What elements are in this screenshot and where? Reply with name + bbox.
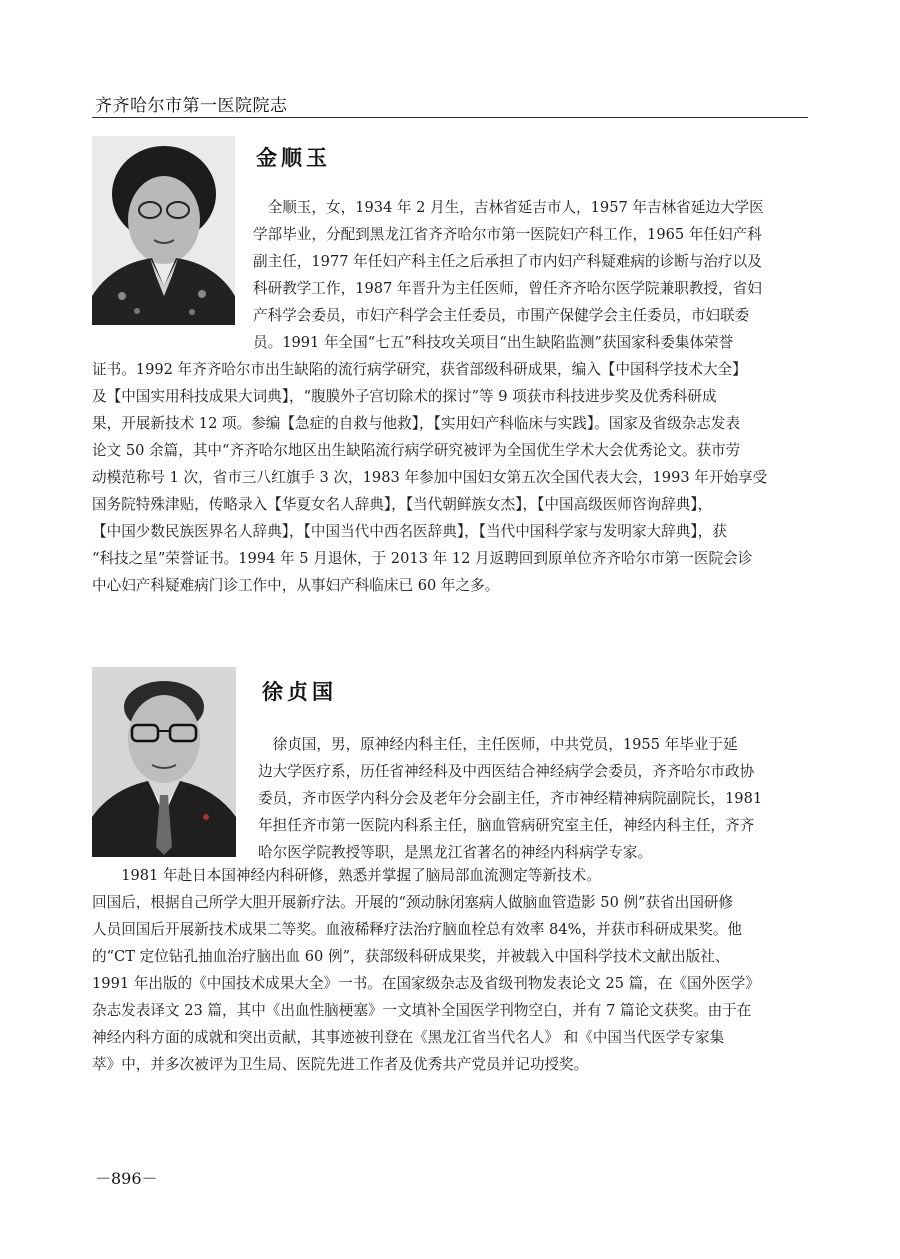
text-line: 动模范称号 1 次，省市三八红旗手 3 次，1983 年参加中国妇女第五次全国代表大会，1993 年开始享受 [92,469,768,486]
text-line: 全顺玉，女，1934 年 2 月生，吉林省延吉市人，1957 年吉林省延边大学医 [253,199,764,216]
text-line: 徐贞国，男，原神经内科主任，主任医师，中共党员，1955 年毕业于延 [258,736,738,753]
text-line: 的“CT 定位钻孔抽血治疗脑出血 60 例”，获部级科研成果奖，并被载入中国科学技术文献出版社、 [92,948,730,965]
text-line: 产科学会委员，市妇产科学会主任委员，市围产保健学会主任委员，市妇联委 [253,307,750,324]
text-line: 萃》中，并多次被评为卫生局、医院先进工作者及优秀共产党员并记功授奖。 [92,1056,589,1073]
entry-name-1: 金顺玉 [256,145,331,170]
entry-2-intro-paragraph [258,731,809,866]
entry-2-body-paragraph [92,862,808,1078]
entry-name-2: 徐贞国 [262,679,337,704]
text-line: 员。1991 年全国“七五”科技攻关项目“出生缺陷监测”获国家科委集体荣誉 [253,334,734,351]
text-line: 人员回国后开展新技术成果二等奖。血液稀释疗法治疗脑血栓总有效率 84%，并获市科研成果奖。他 [92,921,743,938]
text-line: 论文 50 余篇，其中“齐齐哈尔地区出生缺陷流行病学研究被评为全国优生学术大会优秀论文。获市劳 [92,442,741,459]
text-line: 神经内科方面的成就和突出贡献，其事迹被刊登在《黑龙江省当代名人》 和《中国当代医学专家集 [92,1029,725,1046]
text-line: 副主任，1977 年任妇产科主任之后承担了市内妇产科疑难病的诊断与治疗以及 [253,253,762,270]
text-line: 哈尔医学院教授等职，是黑龙江省著名的神经内科病学专家。 [258,844,653,861]
portrait-photo-jin-shunyu [92,136,235,325]
text-line: 中心妇产科疑难病门诊工作中，从事妇产科临床已 60 年之多。 [92,577,500,594]
text-line: 委员，齐市医学内科分会及老年分会副主任，齐市神经精神病院副院长，1981 [258,790,763,807]
header-title: 齐齐哈尔市第一医院院志 [95,96,288,116]
text-line: 边大学医疗系，历任省神经科及中西医结合神经病学会委员，齐齐哈尔市政协 [258,763,755,780]
entry-1-intro-paragraph [253,194,809,356]
text-line: 学部毕业，分配到黑龙江省齐齐哈尔市第一医院妇产科工作，1965 年任妇产科 [253,226,762,243]
text-line: 年担任齐市第一医院内科系主任，脑血管病研究室主任，神经内科主任，齐齐 [258,817,755,834]
text-line: “科技之星”荣誉证书。1994 年 5 月退休，于 2013 年 12 月返聘回到原单位齐齐哈尔市第一医院会诊 [92,550,753,567]
text-line: 果，开展新技术 12 项。参编【急症的自救与他救】，【实用妇产科临床与实践】。国家及省级杂志发表 [92,415,741,432]
text-line: 回国后，根据自己所学大胆开展新疗法。开展的“颈动脉闭塞病人做脑血管造影 50 例”获省出国研修 [92,894,734,911]
entry-1-body-paragraph [92,356,808,599]
text-line: 1981 年赴日本国神经内科研修，熟悉并掌握了脑局部血流测定等新技术。 [92,867,601,884]
text-line: 杂志发表译文 23 篇，其中《出血性脑梗塞》一文填补全国医学刊物空白，并有 7 篇论文获奖。由于在 [92,1002,752,1019]
page-number: －896－ [95,1169,158,1188]
text-line: 科研教学工作，1987 年晋升为主任医师，曾任齐齐哈尔医学院兼职教授，省妇 [253,280,762,297]
text-line: 【中国少数民族医界名人辞典】，【中国当代中西名医辞典】，【当代中国科学家与发明家大辞典】，获 [92,523,727,540]
header-divider [92,117,808,118]
text-line: 证书。1992 年齐齐哈尔市出生缺陷的流行病学研究，获省部级科研成果，编入【中国科学技术大全】 [92,361,747,378]
text-line: 国务院特殊津贴，传略录入【华夏女名人辞典】，【当代朝鲜族女杰】，【中国高级医师咨询辞典】， [92,496,713,513]
text-line: 及【中国实用科技成果大词典】，“腹膜外子宫切除术的探讨”等 9 项获市科技进步奖及优秀科研成 [92,388,717,405]
text-line: 1991 年出版的《中国技术成果大全》一书。在国家级杂志及省级刊物发表论文 25 篇，在《国外医学》 [92,975,760,992]
portrait-photo-xu-zhenguo [92,667,236,857]
